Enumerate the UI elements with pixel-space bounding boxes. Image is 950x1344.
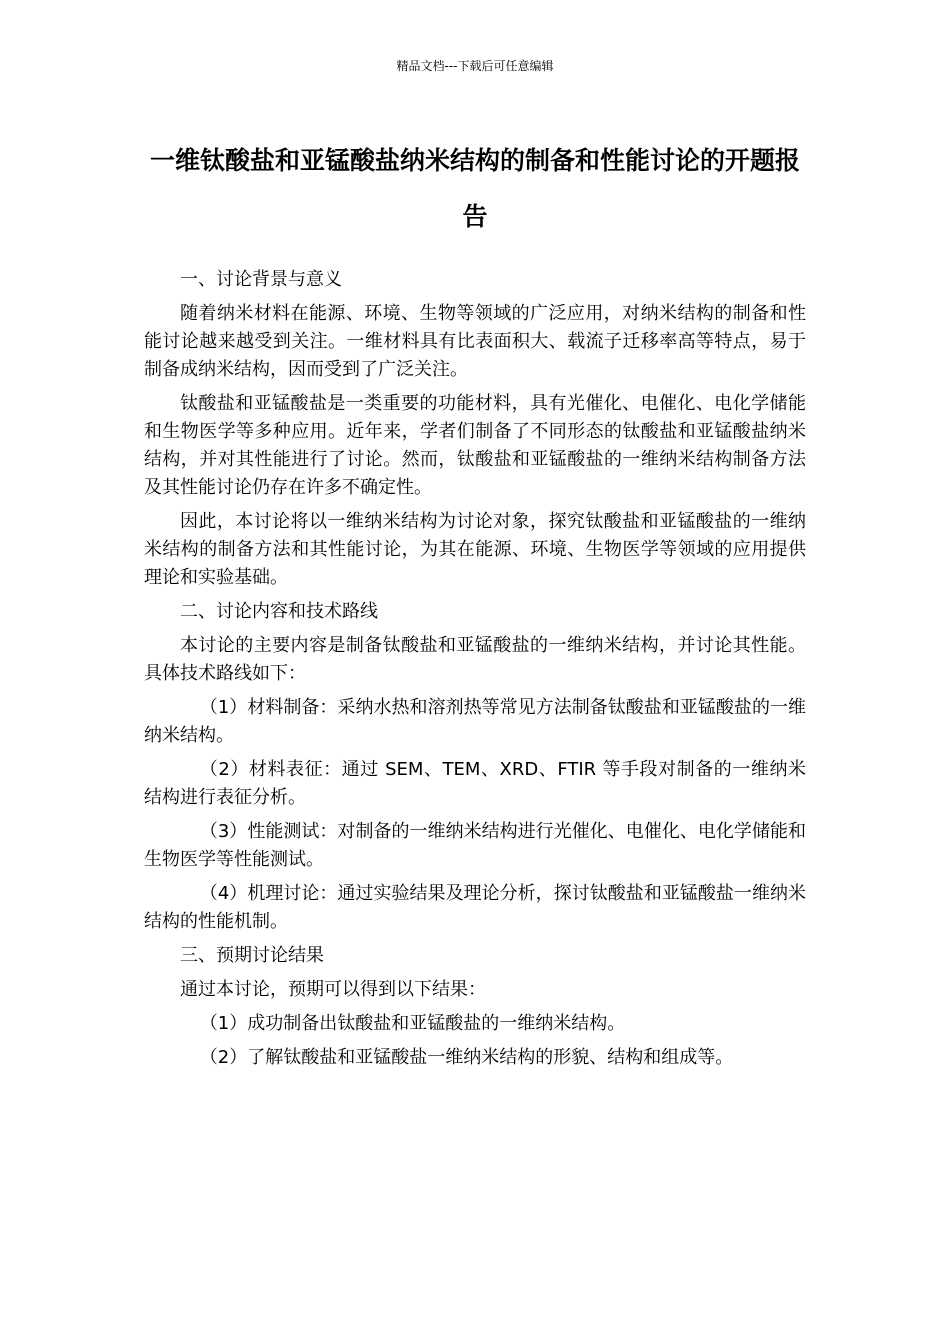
list-item: （2）材料表征：通过 SEM、TEM、XRD、FTIR 等手段对制备的一维纳米结构进行表征分析。 bbox=[144, 759, 806, 808]
paragraph: 因此，本讨论将以一维纳米结构为讨论对象，探究钛酸盐和亚锰酸盐的一维纳米结构的制备方法和其性能讨论，为其在能源、环境、生物医学等领域的应用提供理论和实验基础。 bbox=[144, 511, 806, 588]
list-item: （4）机理讨论：通过实验结果及理论分析，探讨钛酸盐和亚锰酸盐一维纳米结构的性能机制。 bbox=[144, 883, 806, 932]
document-body bbox=[144, 266, 806, 1078]
document-title: 一维钛酸盐和亚锰酸盐纳米结构的制备和性能讨论的开题报告 bbox=[149, 146, 800, 231]
section-heading-background: 一、讨论背景与意义 bbox=[180, 269, 342, 290]
paragraph: 本讨论的主要内容是制备钛酸盐和亚锰酸盐的一维纳米结构，并讨论其性能。具体技术路线如下： bbox=[144, 635, 806, 684]
paragraph: 随着纳米材料在能源、环境、生物等领域的广泛应用，对纳米结构的制备和性能讨论越来越受到关注。一维材料具有比表面积大、载流子迁移率高等特点，易于制备成纳米结构，因而受到了广泛关注。 bbox=[144, 303, 806, 380]
list-item: （3）性能测试：对制备的一维纳米结构进行光催化、电催化、电化学储能和生物医学等性能测试。 bbox=[144, 821, 806, 870]
paragraph: 钛酸盐和亚锰酸盐是一类重要的功能材料，具有光催化、电催化、电化学储能和生物医学等多种应用。近年来，学者们制备了不同形态的钛酸盐和亚锰酸盐纳米结构，并对其性能进行了讨论。然而，钛酸盐和亚锰酸盐的一维纳米结构制备方法及其性能讨论仍存在许多不确定性。 bbox=[144, 393, 806, 498]
section-heading-content: 二、讨论内容和技术路线 bbox=[180, 601, 378, 622]
list-item: （1）成功制备出钛酸盐和亚锰酸盐的一维纳米结构。 bbox=[199, 1013, 626, 1034]
list-item: （1）材料制备：采纳水热和溶剂热等常见方法制备钛酸盐和亚锰酸盐的一维纳米结构。 bbox=[144, 697, 806, 746]
section-heading-results: 三、预期讨论结果 bbox=[180, 945, 324, 966]
list-item: （2）了解钛酸盐和亚锰酸盐一维纳米结构的形貌、结构和组成等。 bbox=[199, 1047, 734, 1068]
paragraph: 通过本讨论，预期可以得到以下结果： bbox=[180, 979, 486, 1000]
header-note: 精品文档---下载后可任意编辑 bbox=[396, 59, 554, 73]
